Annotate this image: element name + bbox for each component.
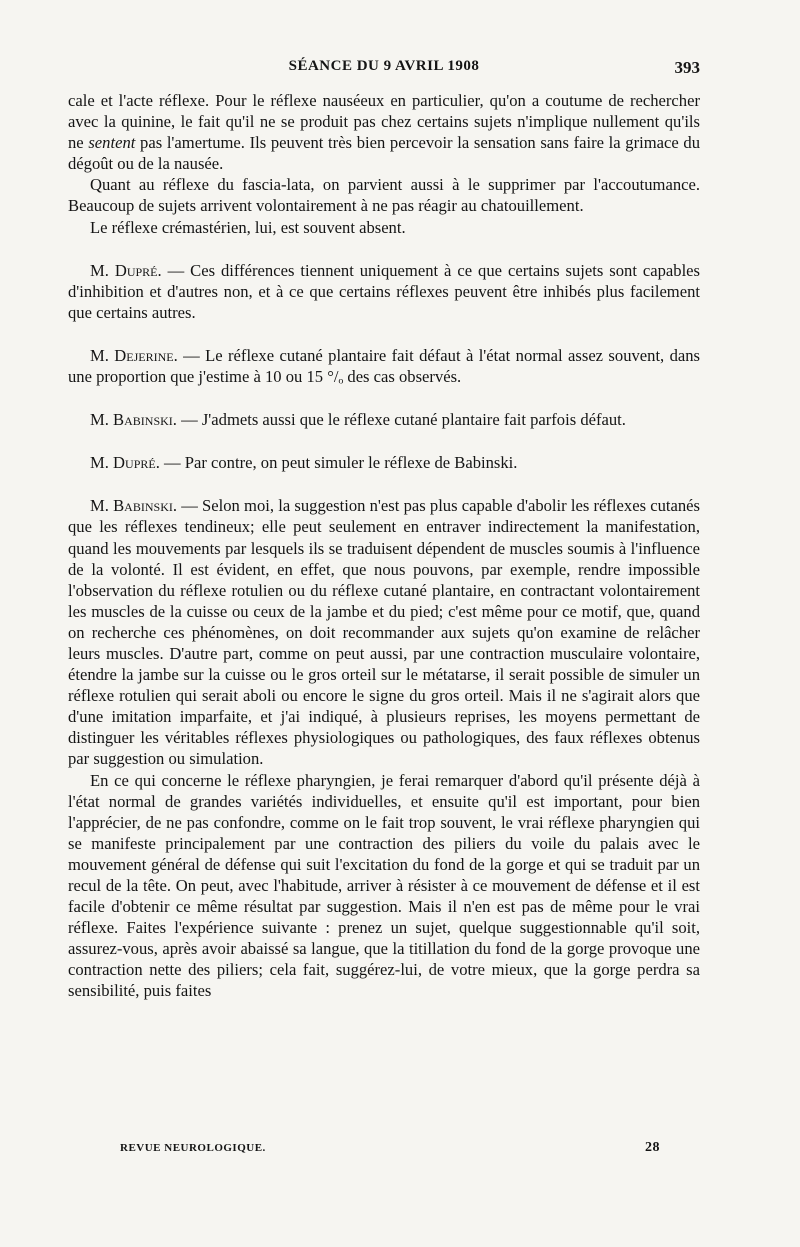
paragraph-text: — J'admets aussi que le réflexe cutané plantaire fait parfois défaut.: [176, 410, 626, 430]
speaker-name: M. Dupré.: [90, 453, 160, 473]
body-text: [68, 90, 700, 1002]
paragraph-text: cale et l'acte réflexe. Pour le réflexe nauséeux en particulier, qu'on a coutume de rechercher avec la quinine, le fait qu'il ne se produit pas chez certains sujets n'implique nullement qu'ils ne: [68, 91, 700, 153]
speaker-name: M. Dupré.: [90, 260, 162, 280]
speaker-paragraph: [68, 409, 700, 430]
page-number: 393: [674, 58, 700, 77]
speaker-name: M. Babinski.: [90, 410, 177, 430]
emphasis-text: sentent: [88, 133, 136, 153]
paragraph-text: — Le réflexe cutané plantaire fait défaut à l'état normal assez souvent, dans une proportion que j'estime à 10 ou 15 °/ₒ des cas observés.: [68, 345, 701, 387]
journal-name: REVUE NEUROLOGIQUE.: [120, 1142, 266, 1154]
page-header: [68, 58, 700, 82]
paragraph-text: — Ces différences tiennent uniquement à ce que certains sujets sont capables d'inhibition et d'autres non, et à ce que certains réflexes peuvent être inhibés plus facilement que certains autres.: [68, 260, 700, 322]
sheet-number: 28: [645, 1140, 660, 1155]
speaker-paragraph: [68, 495, 700, 769]
paragraph: Quant au réflexe du fascia-lata, on parvient aussi à le supprimer par l'accoutumance. Beaucoup de sujets arrivent volontairement à ne pas réagir au chatouillement.: [68, 175, 700, 216]
speaker-paragraph: [68, 452, 700, 473]
paragraph: En ce qui concerne le réflexe pharyngien, je ferai remarquer d'abord qu'il présente déjà à l'état normal de grandes variétés individuelles, et ensuite qu'il est important, pour bien l'apprécier, de ne pas confondre, comme on le fait trop souvent, le vrai réflexe pharyngien qui se manifeste principalement par une contraction des piliers du voile du palais avec le mouvement général de défense qui suit l'excitation du fond de la gorge et qui se traduit par un recul de la tête. On peut, avec l'habitude, arriver à résister à ce mouvement de défense et il est facile d'obtenir ce même résultat par suggestion. Mais il n'en est pas de même pour le vrai réflexe. Faites l'expérience suivante : prenez un sujet, quelque suggestionnable qu'il soit, assurez-vous, après avoir abaissé sa langue, que la titillation du fond de la gorge provoque une contraction nette des piliers; cela fait, suggérez-lui, de votre mieux, que la gorge perdra sa sensibilité, puis faites: [68, 770, 700, 1001]
speaker-name: M. Babinski.: [90, 496, 178, 516]
paragraph: [68, 90, 700, 174]
running-title: SÉANCE DU 9 AVRIL 1908: [288, 58, 480, 74]
page-footer: [120, 1140, 660, 1160]
speaker-name: M. Dejerine.: [90, 345, 178, 365]
speaker-paragraph: [68, 260, 700, 323]
paragraph-text: pas l'amertume. Ils peuvent très bien percevoir la sensation sans faire la grimace du dégoût ou de la nausée.: [68, 133, 701, 174]
paragraph-text: — Selon moi, la suggestion n'est pas plus capable d'abolir les réflexes cutanés que les réflexes tendineux; elle peut seulement en entraver indirectement la manifestation, quand les mouvements par lesquels ils se traduisent dépendent de muscles soumis à l'influence de la volonté. Il est évident, en effet, que nous pouvons, par exemple, rendre impossible l'observation du réflexe rotulien ou du réflexe cutané plantaire, en contractant volontairement les muscles de la cuisse ou ceux de la jambe et du pied; c'est même pour ce motif, que, quand on recherche ces phénomènes, on doit recommander aux sujets qu'on examine de relâcher leurs muscles. D'autre part, comme on peut aussi, par une contraction musculaire volontaire, étendre la jambe sur la cuisse ou le gros orteil sur le métatarse, il serait possible de simuler un réflexe rotulien qui serait aboli ou encore le signe du gros orteil. Mais il ne s'agirait alors que d'une imitation imparfaite, et j'ai indiqué, à plusieurs reprises, les moyens permettant de distinguer les véritables réflexes physiologiques ou pathologiques, des faux réflexes obtenus par suggestion ou simulation.: [68, 496, 701, 769]
paragraph-text: — Par contre, on peut simuler le réflexe de Babinski.: [159, 453, 518, 473]
paragraph: Le réflexe crémastérien, lui, est souvent absent.: [90, 217, 406, 237]
speaker-paragraph: [68, 345, 700, 387]
